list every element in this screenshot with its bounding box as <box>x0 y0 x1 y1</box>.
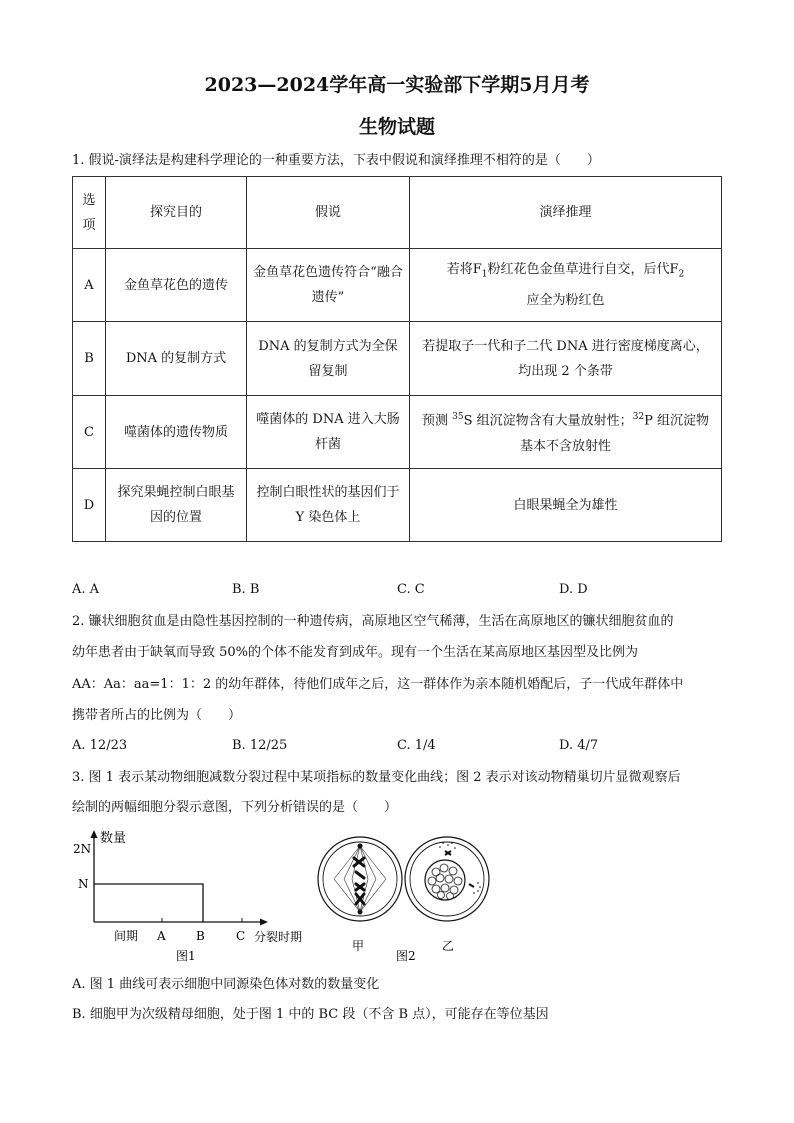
x-tick-c: C <box>236 929 246 943</box>
page-subtitle: 生物试题 <box>358 116 435 138</box>
row-option: A <box>73 249 106 322</box>
row-goal: DNA 的复制方式 <box>106 322 247 396</box>
q3-stem-line1: 3. 图 1 表示某动物细胞减数分裂过程中某项指标的数量变化曲线；图 2 表示对该动物精巢切片显微观察后 <box>72 770 681 785</box>
header-goal: 探究目的 <box>106 177 247 249</box>
q2-option-a[interactable]: A. 12/23 <box>72 738 128 753</box>
q1-table <box>72 176 722 542</box>
chromosome-lower <box>356 894 364 904</box>
row-hypothesis: 金鱼草花色遗传符合“融合遗传” <box>247 249 410 322</box>
chromosome-upper <box>354 858 364 866</box>
header-option: 选项 <box>73 177 106 249</box>
q1-option-b[interactable]: B. B <box>232 582 260 597</box>
x-tick-a: A <box>157 929 166 943</box>
figure-2-caption: 图2 <box>396 949 416 963</box>
row-goal: 噬菌体的遗传物质 <box>106 396 247 469</box>
page-title: 2023—2024学年高一实验部下学期5月月考 <box>204 74 590 96</box>
q1-option-a[interactable]: A. A <box>72 582 100 597</box>
table-row <box>73 322 722 396</box>
y-tick-n: N <box>78 877 89 891</box>
cell-jia <box>318 837 402 953</box>
x-axis-arrow <box>260 919 268 926</box>
q2-stem-line3: AA：Aa：aa=1：1：2 的幼年群体，待他们成年之后，这一群体作为亲本随机婚配后，子一代成年群体中 <box>72 677 684 692</box>
table-row <box>73 469 722 542</box>
cell-jia-label: 甲 <box>352 939 365 953</box>
q1-option-c[interactable]: C. C <box>397 582 425 597</box>
q2-option-b[interactable]: B. 12/25 <box>232 738 288 753</box>
q3-stem-line2: 绘制的两幅细胞分裂示意图，下列分析错误的是（ ） <box>72 800 398 815</box>
y-tick-2n: 2N <box>73 842 92 856</box>
row-deduction: 若提取子一代和子二代 DNA 进行密度梯度离心，均出现 2 个条带 <box>410 322 722 396</box>
row-hypothesis: 噬菌体的 DNA 进入大肠杆菌 <box>247 396 410 469</box>
q1-option-d[interactable]: D. D <box>559 582 588 597</box>
row-hypothesis: DNA 的复制方式为全保留复制 <box>247 322 410 396</box>
row-deduction: 若将$F_1$粉红花色金鱼草进行自交，后代$F_2$ 应全为粉红色 <box>410 249 722 322</box>
curve <box>94 884 203 922</box>
centrosome-right <box>469 884 474 887</box>
cell-yi-label: 乙 <box>442 939 455 953</box>
header-hypothesis: 假说 <box>247 177 410 249</box>
q2-stem-line1: 2. 镰状细胞贫血是由隐性基因控制的一种遗传病，高原地区空气稀薄，生活在高原地区的镰状细胞贫血的 <box>72 614 674 629</box>
q3-option-b[interactable]: B. 细胞甲为次级精母细胞，处于图 1 中的 BC 段（不含 B 点），可能存在等位基因 <box>72 1007 549 1022</box>
q2-stem-line2: 幼年患者由于缺氧而导致 50%的个体不能发育到成年。现有一个生活在某高原地区基因型及比例为 <box>72 645 639 660</box>
centrosome-top <box>445 851 451 855</box>
row-option: C <box>73 396 106 469</box>
row-deduction: 预测 $^{35}$S 组沉淀物含有大量放射性；$^{32}$P 组沉淀物基本不含放射性 <box>410 396 722 469</box>
row-goal: 探究果蝇控制白眼基因的位置 <box>106 469 247 542</box>
q2-stem-line4: 携带者所占的比例为（ ） <box>72 708 242 723</box>
table-row <box>73 249 722 322</box>
x-axis-label: 分裂时期 <box>254 930 303 944</box>
x-tick-interphase: 间期 <box>114 929 139 943</box>
header-deduction: 演绎推理 <box>410 177 722 249</box>
y-axis-label: 数量 <box>100 831 127 846</box>
row-deduction: 白眼果蝇全为雄性 <box>410 469 722 542</box>
row-option: B <box>73 322 106 396</box>
figure-1 <box>70 828 303 968</box>
q3-option-a[interactable]: A. 图 1 曲线可表示细胞中同源染色体对数的数量变化 <box>72 977 380 992</box>
figure-1-caption: 图1 <box>176 949 196 963</box>
y-axis-arrow <box>91 830 98 838</box>
row-option: D <box>73 469 106 542</box>
row-goal: 金鱼草花色的遗传 <box>106 249 247 322</box>
q1-stem: 1. 假说-演绎法是构建科学理论的一种重要方法，下表中假说和演绎推理不相符的是（ ） <box>72 153 600 168</box>
q2-option-c[interactable]: C. 1/4 <box>397 738 436 753</box>
row-hypothesis: 控制白眼性状的基因们于Y 染色体上 <box>247 469 410 542</box>
x-tick-b: B <box>196 929 205 943</box>
q2-option-d[interactable]: D. 4/7 <box>559 738 599 753</box>
figure-2 <box>312 832 492 968</box>
table-header-row <box>73 177 722 249</box>
table-row <box>73 396 722 469</box>
cell-yi <box>405 837 489 953</box>
